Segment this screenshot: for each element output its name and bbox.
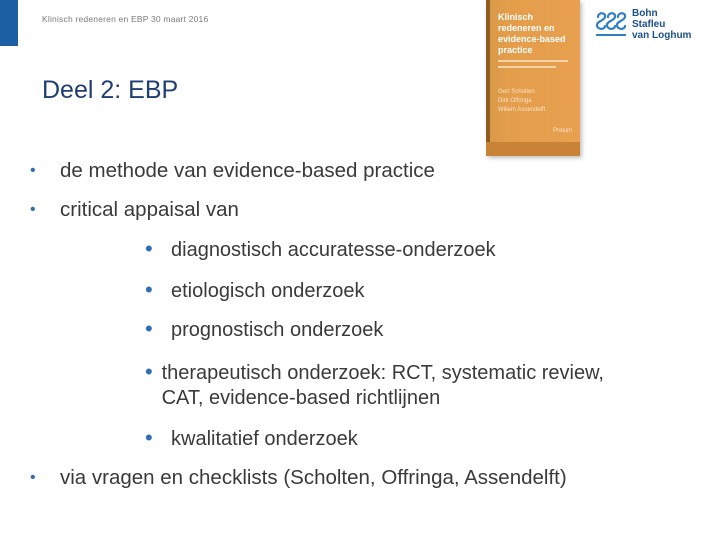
header-running-text: Klinisch redeneren en EBP 30 maart 2016 <box>42 14 209 24</box>
bullet-text: critical appaisal van <box>60 198 239 221</box>
book-cover-bottom-band <box>486 142 580 156</box>
bullet-icon: • <box>145 425 153 450</box>
book-cover-title: Klinisch redeneren en evidence-based practice <box>498 12 566 55</box>
bullet-text: kwalitatief onderzoek <box>171 428 358 450</box>
logo-line: Stafleu <box>632 19 666 30</box>
bullet-text: via vragen en checklists (Scholten, Offringa, Assendelft) <box>60 466 567 489</box>
logo-line: van Loghum <box>632 30 692 41</box>
bullet-icon: • <box>30 201 36 218</box>
book-cover-image <box>486 0 580 156</box>
bullet-icon: • <box>145 359 153 384</box>
sub-bullet-item <box>145 318 665 343</box>
logo-text <box>632 8 691 41</box>
book-subtitle-line <box>498 60 568 62</box>
bullet-icon: • <box>30 162 36 179</box>
sub-bullet-item <box>145 361 625 411</box>
bullet-icon: • <box>145 316 153 341</box>
bullet-text: therapeutisch onderzoek: RCT, systematic review, CAT, evidence-based richtlijnen <box>161 362 604 409</box>
bullet-item <box>28 198 588 222</box>
bullet-icon: • <box>145 236 153 261</box>
publisher-logo <box>594 8 694 42</box>
book-cover-authors: Gert Scholten Dirk Offringa Willem Assendelft <box>498 89 546 113</box>
bullet-text: de methode van evidence-based practice <box>60 159 435 182</box>
book-cover-publisher: Prelum <box>552 128 572 134</box>
header-accent-bar <box>0 0 18 46</box>
bullet-text: diagnostisch accuratesse-onderzoek <box>171 239 496 261</box>
bullet-icon: • <box>30 469 36 486</box>
bullet-item <box>28 159 588 183</box>
bullet-item <box>28 466 708 490</box>
bullet-text: etiologisch onderzoek <box>171 280 365 302</box>
bullet-icon: • <box>145 277 153 302</box>
sub-bullet-item <box>145 279 665 304</box>
book-subtitle-line <box>498 66 556 68</box>
book-spine <box>486 0 490 156</box>
logo-line: Bohn <box>632 8 658 19</box>
sub-bullet-item <box>145 238 665 263</box>
bullet-text: prognostisch onderzoek <box>171 319 384 341</box>
bsl-logo-icon <box>594 8 628 40</box>
sub-bullet-item <box>145 427 665 452</box>
slide-title: Deel 2: EBP <box>42 76 179 104</box>
